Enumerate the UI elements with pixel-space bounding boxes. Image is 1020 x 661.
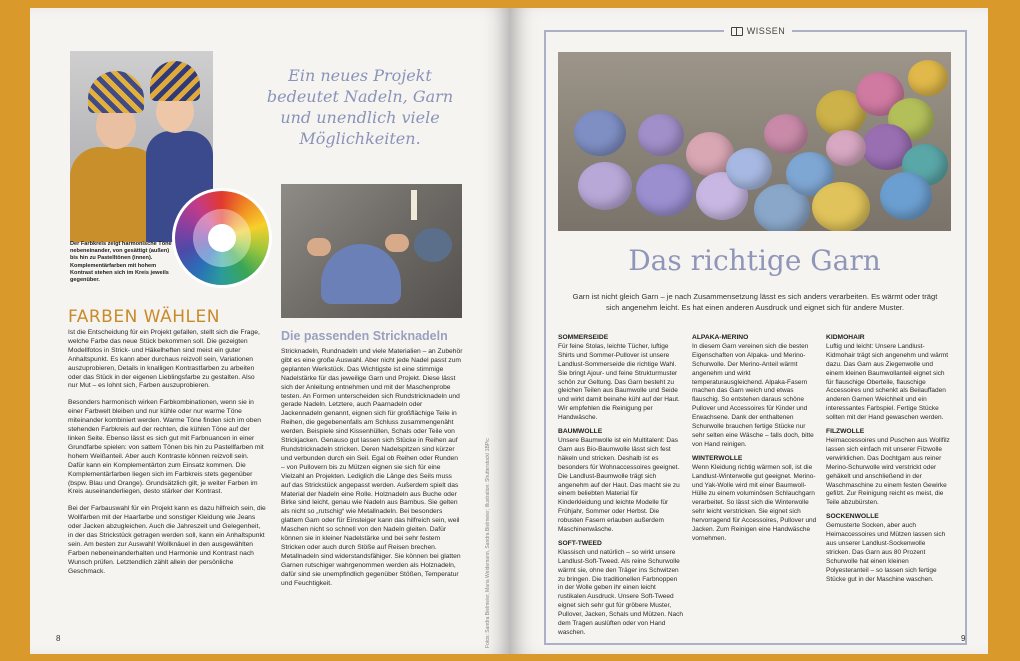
photo-credit-text: Fotos: Sandra Bielmeier, Maria Weidemann, Sandra Bielmeier; Illustration: Shutterstock/ 1BPic — [485, 438, 491, 648]
yarn-section-text: In diesem Garn vereinen sich die besten Eigenschaften von Alpaka- und Merino-Schurwolle. Der Merino-Anteil wärmt angenehm und wirkt temperaturausgleichend. Alpaka-Fasern machen das Garn weich und etwas flauschig. So entstehen daraus schöne Pullover und Accessoires für Kinder und Erwachsene. Dank der enthaltenen Schurwolle brauchen fertige Stücke nur sehr selten eine Wäsche – falls doch, bitte von Hand reinigen. — [692, 342, 814, 448]
yarn-photo — [558, 52, 951, 231]
left-page — [30, 8, 510, 654]
color-wheel-caption: Der Farbkreis zeigt harmonische Töne nebeneinander, von gesättigt (außen) bis hin zu Pastelltönen (innen). Komplementärfarben mit hohem Kontrast stehen sich im Kreis jeweils gegenüber. — [70, 241, 172, 284]
yarn-section-title: FILZWOLLE — [826, 428, 865, 436]
yarn-section-title: WINTERWOLLE — [692, 454, 743, 462]
yarn-section-title: SOMMERSEIDE — [558, 334, 609, 341]
yarn-section-title: BAUMWOLLE — [558, 428, 603, 436]
page-title: Das richtige Garn — [628, 244, 881, 277]
yarn-section-title: SOCKENWOLLE — [826, 513, 879, 521]
yarn-section-text: Heimaccessoires und Puschen aus Wollfilz lassen sich einfach mit unserer Filzwolle verwirklichen. Das Dochtgarn aus reiner Merino-Schurwolle wird verstrickt oder gehäkelt und anschließend in der Waschmaschine zu einem festen Gewirke gefilzt. Zur Reinigung reicht es meist, die Teile abzubürsten. — [826, 436, 950, 507]
farben-paragraph: Ist die Entscheidung für ein Projekt gefallen, stellt sich die Frage, welche Farbe das neue Stück bekommen soll. Die gezeigten Modellfotos in Strick- und Häkelheften sind meist ein guter Anhaltspunkt. Es kann aber durchaus reizvoll sein, Variationen auszuprobieren, Details in knalligen Kontrastfarben zu arbeiten oder das Stück in der eigenen Lieblingsfarbe zu gestalten. Also nur Mut – es lohnt sich, Farben auszuprobieren. — [68, 329, 260, 390]
right-page — [510, 8, 988, 654]
stricknadeln-paragraph: Stricknadeln, Rundnadeln und viele Materialien – an Zubehör gibt es eine große Auswahl. Aber nicht jede Nadel passt zum geplanten Werkstück. Das Wichtigste ist eine stimmige Nadelstärke für das jeweilige Garn und Projekt. Diese lässt sich der Anleitung entnehmen und mit der Maschenprobe testen. An Formen unterscheiden sich Rundstricknadeln und gerade Nadeln. Letztere, auch Paarnadeln oder Jackennadeln genannt, eignen sich für großflächige Teile in Reihen, die gegebenenfalls am Schluss zusammengenäht werden. Beispiele sind Kissenhüllen, Schals oder Teile von Strickjacken. Genauso gut lassen sich Stücke in Reihen auf Rundstricknadeln stricken. Deren Nadelspitzen sind kürzer und verbunden durch ein Seil. Egal ob Reihen oder Runden – von Pullovern bis zu Mützen eignen sie sich für eine Vielzahl an Projekten. Lediglich die Länge des Seils muss auf das Strickstück angepasst werden. Außerdem spielt das Material der Nadeln eine Rolle. Holznadeln aus Buche oder Birke sind leicht, genau wie Nadeln aus Bambus. Sie gelten als nicht so „rutschig“ wie Metallnadeln. Bei besonders glattem Garn oder für Einsteiger kann das hilfreich sein, weil Maschen nicht so schnell von den Nadeln gleiten. Dafür können sie in kleiner Nadelstärke und bei sehr festem Stricken oder auch durch Stöße auf Reisen brechen. Metallnadeln sind widerstandsfähiger. Sie können bei glatten Garnen rutschiger wahrgenommen werden als Holznadeln, dafür sind sie unempfindlich gegenüber Stößen, Temperatur und Feuchtigkeit. — [281, 348, 463, 587]
intro-text: Garn ist nicht gleich Garn – je nach Zusammensetzung lässt es sich anders verarbeiten. Es wärmt oder trägt sich angenehm leicht. Es hat einen anderen Ausdruck und eignet sich für andere Muster. — [572, 292, 938, 312]
yarn-section-text: Gemusterte Socken, aber auch Heimaccessoires und Mützen lassen sich aus unserer Landlust-Sockenwolle stricken. Das Garn aus 80 Prozent Schurwolle hat einen kleinen Polyesteranteil – so lassen sich fertige Stücke gut in der Maschine waschen. — [826, 522, 946, 583]
yarn-column-1 — [558, 330, 683, 643]
knitting-photo — [281, 184, 462, 318]
page-number-right: 9 — [961, 634, 966, 643]
yarn-section-text: Wenn Kleidung richtig wärmen soll, ist die Landlust-Winterwolle gut geeignet. Merino- und Yak-Wolle wird mit einer Baumwoll-Hülle zu einem voluminösen Schlauchgarn verarbeitet. So lässt sich die Winterwolle sehr leicht verstricken. Sie eignet sich hervorragend für Accessoires, Pullover und Jacken. Zum Reinigen eine Handwäsche vornehmen. — [692, 463, 817, 542]
book-icon — [731, 27, 743, 36]
heading-stricknadeln: Die passenden Stricknadeln — [281, 329, 448, 343]
farben-paragraph: Bei der Farbauswahl für ein Projekt kann es dazu hilfreich sein, die Wollfarben mit der Haarfarbe und sonstiger Kleidung wie Jeans oder Jacken abzugleichen. Auch die Jahreszeit und Gelegenheit, in der das Strickstück getragen werden soll, kann ein Anhaltspunkt sein. Am besten zur Auswahl! Wollknäuel in den ausgewählten Farben nebeneinanderhalten und Harmonie und Kontrast nach Wunsch prüfen. Letztendlich zählt allein der persönliche Geschmack. — [68, 505, 266, 575]
yarn-column-2 — [692, 330, 817, 549]
yarn-section-text: Klassisch und natürlich – so wirkt unsere Landlust-Soft-Tweed. Als reine Schurwolle wärmt sie, ohne den Träger ins Schwitzen zu bringen. Die traditionellen Farbnoppen in der Wolle geben ihr einen leicht rustikalen Ausdruck. Unsere Soft-Tweed eignet sich sehr gut für gröbere Muster, Pullover, Jacken, Schals und Mützen. Nach dem Tragen auslüften oder von Hand waschen. — [558, 548, 684, 636]
yarn-section-text: Unsere Baumwolle ist ein Multitalent: Das Garn aus Bio-Baumwolle lässt sich fest häkeln und stricken. Deshalb ist es besonders für Wohnaccessoires geeignet. Die Landlust-Baumwolle trägt sich angenehm auf der Haut. Das macht sie zu einem beliebten Material für Kinderkleidung und leichte Modelle für Frühjahr, Sommer oder Herbst. Die robusten Fasern erlauben außerdem Maschinenwäsche. — [558, 436, 680, 534]
yarn-section-title: SOFT-TWEED — [558, 539, 602, 547]
farben-text-column — [68, 329, 266, 585]
page-number-left: 8 — [56, 634, 61, 643]
pull-quote: Ein neues Projekt bedeutet Nadeln, Garn und unendlich viele Möglichkeiten. — [266, 66, 454, 148]
stricknadeln-text-column — [281, 348, 463, 596]
color-wheel-illustration — [172, 188, 272, 288]
frame-top-right — [792, 30, 967, 32]
frame-top-left — [544, 30, 724, 32]
yarn-section-title: KIDMOHAIR — [826, 334, 865, 341]
heading-farben-waehlen: FARBEN WÄHLEN — [68, 307, 220, 327]
yarn-section-text: Für feine Stolas, leichte Tücher, luftige Shirts und Sommer-Pullover ist unsere Landlust-Sommerseide die richtige Wahl. Sie bringt Ajour- und feine Strukturmuster schön zur Geltung. Das Garn besteht zu gleichen Teilen aus Baumwolle und Seide und wirkt damit beinahe kühl auf der Haut. Wir empfehlen die Reinigung per Handwäsche. — [558, 342, 680, 422]
yarn-section-text: Luftig und leicht: Unsere Landlust-Kidmohair trägt sich angenehm und wärmt dazu. Das Garn aus Ziegenwolle und einem kleinen Baumwollanteil eignet sich für flauschige Oberteile, flauschige Accessoires und schenkt als Beilauffaden anderen Garnen Weichheit und ein interessantes Farbspiel. Fertige Stücke sollten mit der Hand gewaschen werden. — [826, 342, 949, 422]
section-label — [724, 24, 792, 38]
yarn-section-title: ALPAKA-MERINO — [692, 334, 749, 341]
photo-credit — [485, 368, 493, 648]
farben-paragraph: Besonders harmonisch wirken Farbkombinationen, wenn sie in einer Farbwelt bleiben und nur kühle oder nur warme Töne miteinander kombiniert werden. Warme Töne finden sich im oben stehenden Farbkreis auf der rechten, die kühlen Töne auf der linken Seite. Ebenso lässt es sich gut mit Farbnuancen in einer Grundfarbe spielen: von sattem Tönen bis hin zu Pastellfarben mit hohem Weißanteil. Aber auch Kontraste können reizvoll sein. Dafür kann ein Komplementärton zum Einsatz kommen. Die Komplementärfarben liegen sich im Farbkreis stets gegenüber (bspw. Blau und Orange). Grundsätzlich gilt, je weiter Farben im Kreis auseinanderliegen, desto stärker der Kontrast. — [68, 399, 264, 496]
section-label-text: WISSEN — [746, 26, 786, 36]
yarn-column-3 — [826, 330, 951, 589]
